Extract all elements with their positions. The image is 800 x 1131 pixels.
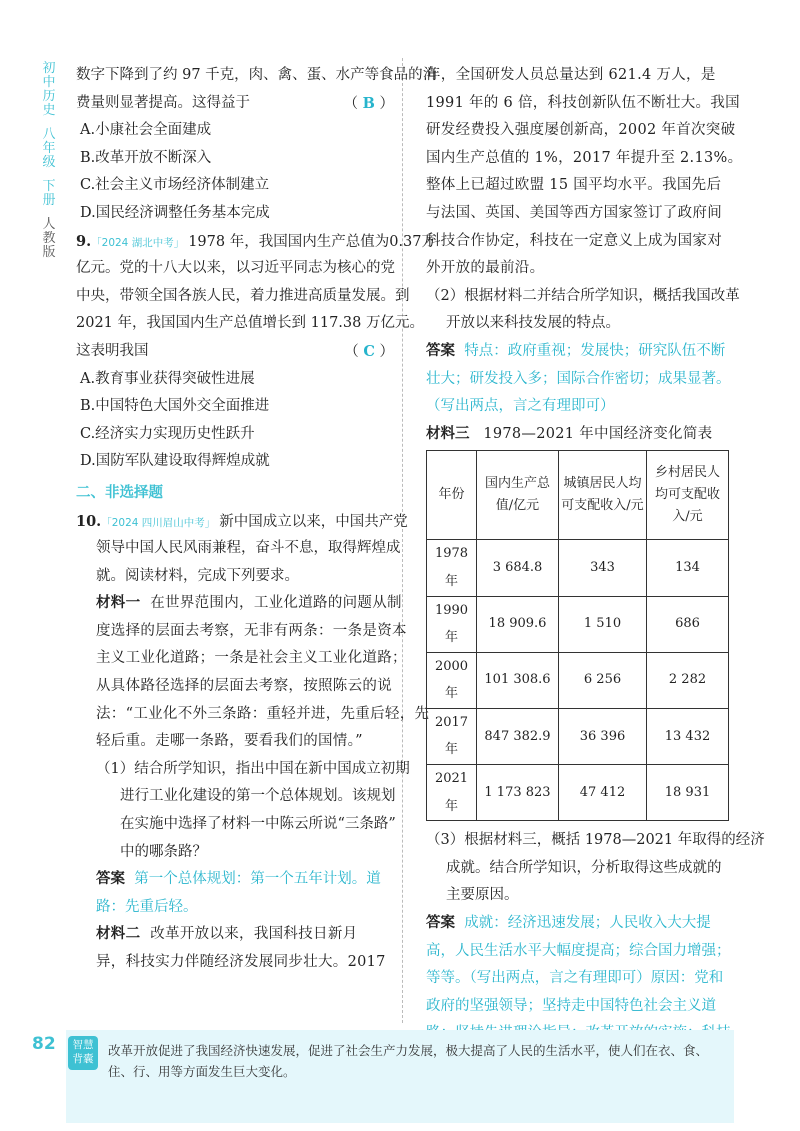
- wisdom-badge: 智慧背囊: [68, 1036, 98, 1070]
- answer-text: 第一个总体规划：第一个五年计划。道: [134, 871, 381, 888]
- sub-question-1-line: 在实施中选择了材料一中陈云所说“三条路”: [120, 816, 396, 833]
- answer-text: 成就：经济迅速发展；人民收入大大提: [464, 915, 711, 932]
- side-label-column: [40, 62, 58, 270]
- column-divider: [402, 58, 403, 1023]
- material-3-label: 材料三: [426, 425, 470, 442]
- table-cell: 343: [559, 540, 647, 596]
- material-line: 从具体路径选择的层面去考察，按照陈云的说: [96, 678, 392, 695]
- answer-text: 路：先重后轻。: [96, 898, 198, 915]
- material-1-label: 材料一: [96, 595, 141, 612]
- material-line: 法：“工业化不外三条路：重轻并进，先重后轻，先: [96, 705, 430, 722]
- table-row: [427, 540, 729, 596]
- sub-question-3-line: 成就。结合所学知识，分析取得这些成就的: [446, 859, 722, 876]
- material-line: 外开放的最前沿。: [426, 260, 545, 277]
- table-row: [427, 596, 729, 652]
- page-number: 82: [32, 1034, 56, 1054]
- answer-text: 等等。（写出两点，言之有理即可）原因：党和: [426, 970, 724, 987]
- q8-option-b: B.改革开放不断深入: [80, 149, 212, 166]
- table-header-cell: 城镇居民人均可支配收入/元: [559, 451, 647, 540]
- section-heading: 二、非选择题: [76, 484, 163, 501]
- q10-source-tag: 「2024 四川眉山中考」: [101, 516, 216, 529]
- table-cell: 101 308.6: [477, 652, 559, 708]
- q10-line: 就。阅读材料，完成下列要求。: [96, 567, 299, 584]
- answer-3-first: [426, 910, 734, 938]
- q9-answer: （ C ）: [344, 342, 394, 360]
- table-cell: 2000 年: [427, 652, 477, 708]
- answer-1-first: [76, 866, 394, 894]
- economy-table: [426, 450, 729, 821]
- table-cell: 2 282: [647, 652, 729, 708]
- table-cell: 847 382.9: [477, 708, 559, 764]
- table-header-row: [427, 451, 729, 540]
- right-column: [426, 62, 765, 1131]
- sub-question-2-line: （2）根据材料二并结合所学知识，概括我国改革: [426, 287, 740, 304]
- answer-label: 答案: [96, 871, 125, 888]
- q8-option-a: A.小康社会全面建成: [80, 122, 212, 139]
- q9-line: 1978 年，我国国内生产总值为0.37万: [188, 233, 436, 250]
- answer-text: 特点：政府重视；发展快；研究队伍不断: [464, 342, 726, 359]
- q9-option-c: C.经济实力实现历史性跃升: [80, 425, 255, 442]
- footer-tip-text: 改革开放促进了我国经济快速发展，促进了社会生产力发展，极大提高了人民的生活水平，使人们在衣、食、住、行、用等方面发生巨大变化。: [108, 1043, 709, 1079]
- material-line: 改革开放以来，我国科技日新月: [150, 926, 358, 943]
- table-row: [427, 765, 729, 821]
- table-cell: 134: [647, 540, 729, 596]
- q9-option-a: A.教育事业获得突破性进展: [80, 370, 255, 387]
- material-line: 在世界范围内，工业化道路的问题从制: [150, 595, 402, 612]
- sub-question-2-line: 开放以来科技发展的特点。: [446, 315, 620, 332]
- answer-text: （写出两点，言之有理即可）: [426, 398, 615, 415]
- side-label-grade: 八年级: [42, 127, 56, 170]
- left-column: [76, 62, 438, 977]
- side-label-edition: 人教版: [42, 217, 56, 260]
- sub-question-3-line: （3）根据材料三，概括 1978—2021 年取得的经济: [426, 832, 765, 849]
- sub-question-1-line: （1）结合所学知识，指出中国在新中国成立初期: [96, 760, 410, 777]
- q9-line: 亿元。党的十八大以来，以习近平同志为核心的党: [76, 260, 395, 277]
- material-line: 研发经费投入强度屡创新高，2002 年首次突破: [426, 122, 736, 139]
- material-line: 主义工业化道路；一条是社会主义工业化道路；: [96, 650, 407, 667]
- table-cell: 47 412: [559, 765, 647, 821]
- table-cell: 686: [647, 596, 729, 652]
- q10-line: 领导中国人民风雨兼程，奋斗不息，取得辉煌成: [96, 540, 401, 557]
- side-label-volume: 下册: [42, 179, 56, 208]
- q9-line: 2021 年，我国国内生产总值增长到 117.38 万亿元。: [76, 315, 424, 332]
- material-line: 轻后重。走哪一条路，要看我们的国情。”: [96, 733, 363, 750]
- q8-line: 费量则显著提高。这得益于: [76, 94, 250, 111]
- table-header-cell: 年份: [427, 451, 477, 540]
- answer-label: 答案: [426, 342, 455, 359]
- q10-number: 10.: [76, 512, 102, 530]
- answer-text: 政府的坚强领导；坚持走中国特色社会主义道: [426, 997, 716, 1014]
- material-3-title-line: [426, 421, 734, 449]
- table-cell: 3 684.8: [477, 540, 559, 596]
- material-line: 1991 年的 6 倍，科技创新队伍不断壮大。我国: [426, 94, 740, 111]
- table-header-cell: 国内生产总值/亿元: [477, 451, 559, 540]
- table-cell: 18 909.6: [477, 596, 559, 652]
- q8-line: 数字下降到了约 97 千克，肉、禽、蛋、水产等食品的消: [76, 67, 438, 83]
- q9-stem-first: [76, 228, 436, 256]
- material-line: 异，科技实力伴随经济发展同步壮大。2017: [96, 954, 386, 970]
- table-header-cell: 乡村居民人均可支配收入/元: [647, 451, 729, 540]
- table-cell: 1990 年: [427, 596, 477, 652]
- material-1-first: [76, 590, 402, 618]
- table-row: [427, 708, 729, 764]
- material-2-label: 材料二: [96, 926, 141, 943]
- q9-stem-last: [76, 338, 394, 366]
- material-line: 科技合作协定，科技在一定意义上成为国家对: [426, 232, 722, 249]
- q9-option-d: D.国防军队建设取得辉煌成就: [80, 453, 270, 470]
- table-row: [427, 652, 729, 708]
- table-cell: 2021 年: [427, 765, 477, 821]
- table-cell: 2017 年: [427, 708, 477, 764]
- q9-source-tag: 「2024 湖北中考」: [91, 236, 185, 249]
- table-cell: 1 510: [559, 596, 647, 652]
- material-line: 整体上已超过欧盟 15 国平均水平。我国先后: [426, 177, 722, 194]
- table-cell: 1978 年: [427, 540, 477, 596]
- q9-number: 9.: [76, 232, 92, 250]
- q9-option-b: B.中国特色大国外交全面推进: [80, 398, 270, 415]
- q8-option-d: D.国民经济调整任务基本完成: [80, 204, 270, 221]
- q8-stem-last: [76, 90, 394, 118]
- answer-text: 壮大；研发投入多；国际合作密切；成果显著。: [426, 370, 731, 387]
- table-cell: 1 173 823: [477, 765, 559, 821]
- q8-option-c: C.社会主义市场经济体制建立: [80, 177, 270, 194]
- material-3-title: 1978—2021 年中国经济变化简表: [483, 425, 713, 442]
- material-2-first: [76, 921, 394, 949]
- table-cell: 13 432: [647, 708, 729, 764]
- table-cell: 6 256: [559, 652, 647, 708]
- side-label-subject: 初中历史: [42, 61, 56, 118]
- q8-answer: （ B ）: [343, 94, 394, 112]
- q10-stem-first: [76, 508, 408, 536]
- q9-line: 中央，带领全国各族人民，着力推进高质量发展。到: [76, 287, 410, 304]
- answer-2-first: [426, 338, 734, 366]
- material-line: 年，全国研发人员总量达到 621.4 万人，是: [426, 67, 716, 83]
- table-cell: 36 396: [559, 708, 647, 764]
- table-cell: 18 931: [647, 765, 729, 821]
- sub-question-1-line: 进行工业化建设的第一个总体规划。该规划: [120, 788, 396, 805]
- q9-line: 这表明我国: [76, 342, 149, 359]
- material-line: 度选择的层面去考察，无非有两条：一条是资本: [96, 622, 407, 639]
- q10-line: 新中国成立以来，中国共产党: [219, 513, 408, 530]
- material-line: 国内生产总值的 1%，2017 年提升至 2.13%。: [426, 149, 743, 166]
- sub-question-1-line: 中的哪条路？: [120, 843, 207, 860]
- answer-label: 答案: [426, 915, 455, 932]
- answer-text: 高，人民生活水平大幅度提高；综合国力增强；: [426, 942, 731, 959]
- sub-question-3-line: 主要原因。: [446, 887, 519, 904]
- material-line: 与法国、英国、美国等西方国家签订了政府间: [426, 204, 722, 221]
